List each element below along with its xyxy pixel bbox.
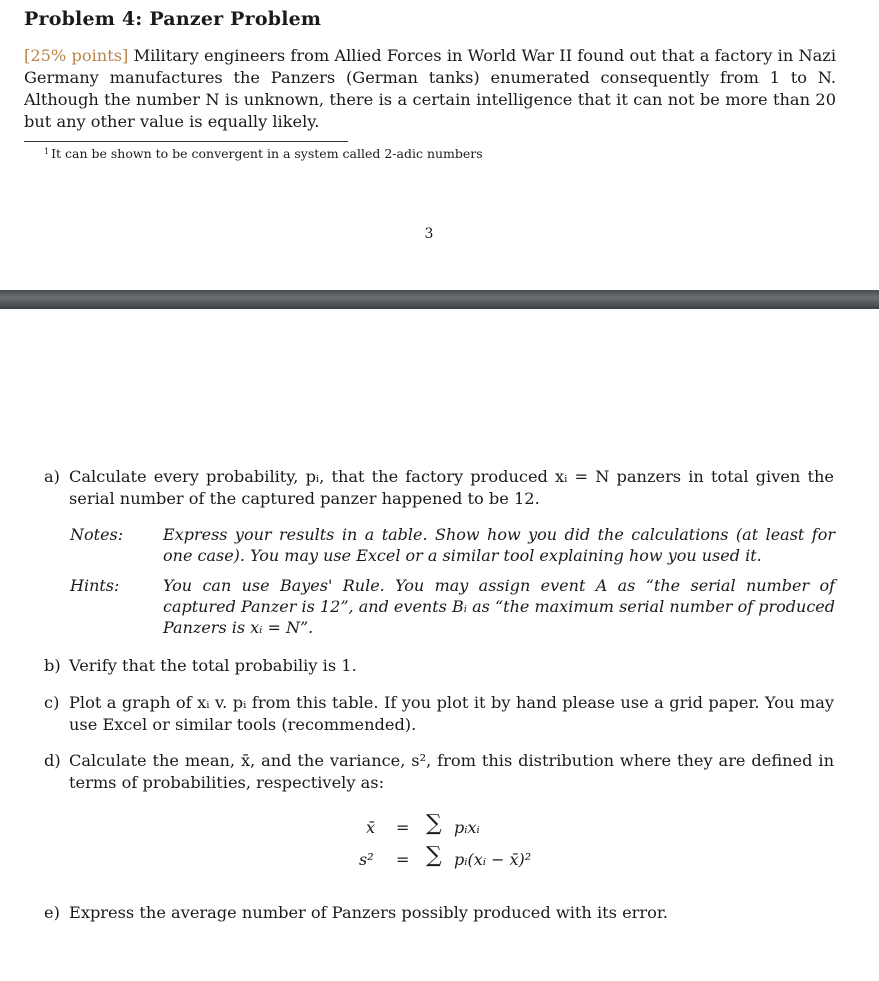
hints-label: Hints: [70,576,120,595]
mean-equals: = [396,818,410,837]
variance-equals: = [396,850,410,869]
part-d [44,750,834,794]
part-b [44,655,834,677]
part-b-label: b) [44,656,61,675]
part-c [44,692,834,736]
part-c-label: c) [44,693,60,712]
part-b-text: Verify that the total probabiliy is 1. [69,656,357,675]
notes-block [70,524,835,566]
page-3 [0,0,879,290]
footnote-mark: 1 [44,147,50,156]
footnote [44,146,483,161]
notes-text: Express your results in a table. Show how you did the calculations (at least for one case). You may use Excel or a similar tool explaining how you used it. [163,525,835,565]
part-e [44,902,834,924]
problem-heading: Problem 4: Panzer Problem [24,8,322,30]
hints-text: You can use Bayes' Rule. You may assign event A as “the serial number of captured Panzer is 12”, and events Bᵢ as “the maximum serial number of produced Panzers is xᵢ = N”. [163,576,835,637]
hints-block [70,575,835,638]
part-e-text: Express the average number of Panzers possibly produced with its error. [69,903,669,922]
page-number: 3 [424,226,434,242]
intro-text: Military engineers from Allied Forces in World War II found out that a factory in Nazi Germany manufactures the Panzers (German tanks) enumerated consequently from 1 to N. Although the number N is unknown, there is a certain intelligence that it can not be more than 20 but any other value is equally likely. [24,46,837,131]
part-c-text: Plot a graph of xᵢ v. pᵢ from this table. If you plot it by hand please use a grid paper. You may use Excel or similar tools (recommended). [69,693,834,734]
notes-label: Notes: [70,525,124,544]
part-a-text: Calculate every probability, pᵢ, that the factory produced xᵢ = N panzers in total given the serial number of the captured panzer happened to be 12. [69,467,834,508]
points-label: [25% points] [24,46,129,65]
page-4 [0,309,879,981]
variance-sigma: ∑ [426,843,442,868]
page-separator [0,290,879,309]
footnote-text: It can be shown to be convergent in a system called 2-adic numbers [51,146,483,161]
mean-rhs: pᵢxᵢ [454,818,480,837]
footnote-rule [24,141,348,142]
part-a [44,466,834,510]
part-a-label: a) [44,467,60,486]
variance-lhs: s² [359,850,374,869]
part-d-label: d) [44,751,61,770]
mean-sigma: ∑ [426,811,442,836]
mean-lhs: x̄ [366,818,376,837]
part-e-label: e) [44,903,60,922]
variance-rhs: pᵢ(xᵢ − x̄)² [454,850,532,869]
intro-paragraph [24,45,836,133]
part-d-text: Calculate the mean, x̄, and the variance, s², from this distribution where they are defined in terms of probabilities, respectively as: [69,751,834,792]
